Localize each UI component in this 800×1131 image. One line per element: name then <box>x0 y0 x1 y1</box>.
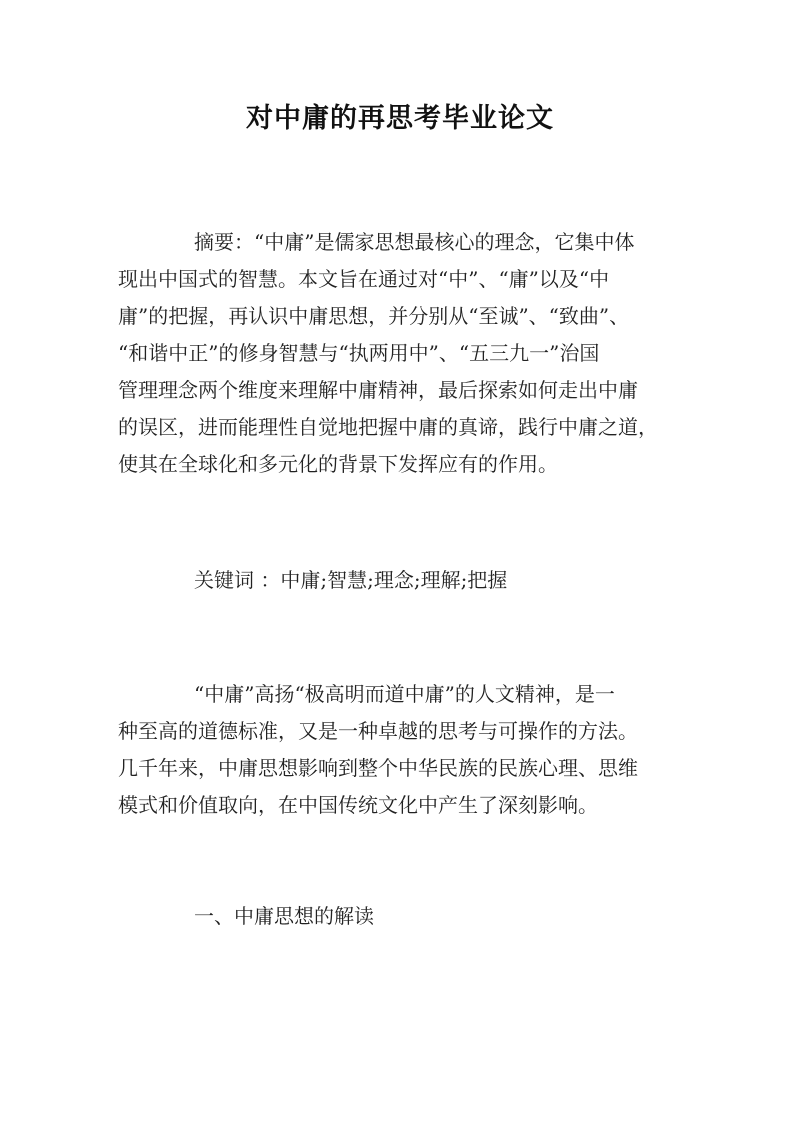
intro-line: 模式和价值取向，在中国传统文化中产生了深刻影响。 <box>118 793 598 817</box>
intro-line: “中庸”高扬“极高明而道中庸”的人文精神，是一 <box>194 682 615 706</box>
section-heading: 一、中庸思想的解读 <box>194 904 374 928</box>
abstract-line: “和谐中正”的修身智慧与“执两用中”、“五三九一”治国 <box>118 341 600 365</box>
abstract-line: 管理理念两个维度来理解中庸精神，最后探索如何走出中庸 <box>118 378 638 402</box>
abstract-line: 摘要：“中庸”是儒家思想最核心的理念，它集中体 <box>194 230 635 254</box>
abstract-line: 使其在全球化和多元化的背景下发挥应有的作用。 <box>118 452 558 476</box>
keywords-line: 关键词 ：中庸;智慧;理念;理解;把握 <box>194 568 508 592</box>
abstract-paragraph <box>118 224 698 483</box>
abstract-line: 庸”的把握，再认识中庸思想，并分别从“至诚”、“致曲”、 <box>118 304 630 328</box>
keywords-paragraph <box>118 562 698 599</box>
abstract-line: 的误区，进而能理性自觉地把握中庸的真谛，践行中庸之道， <box>118 415 658 439</box>
intro-line: 几千年来，中庸思想影响到整个中华民族的民族心理、思维 <box>118 756 638 780</box>
section-heading-paragraph <box>118 898 698 935</box>
intro-line: 种至高的道德标准，又是一种卓越的思考与可操作的方法。 <box>118 719 638 743</box>
abstract-line: 现出中国式的智慧。本文旨在通过对“中”、“庸”以及“中 <box>118 267 610 291</box>
intro-paragraph <box>118 676 698 824</box>
document-title: 对中庸的再思考毕业论文 <box>246 103 554 134</box>
